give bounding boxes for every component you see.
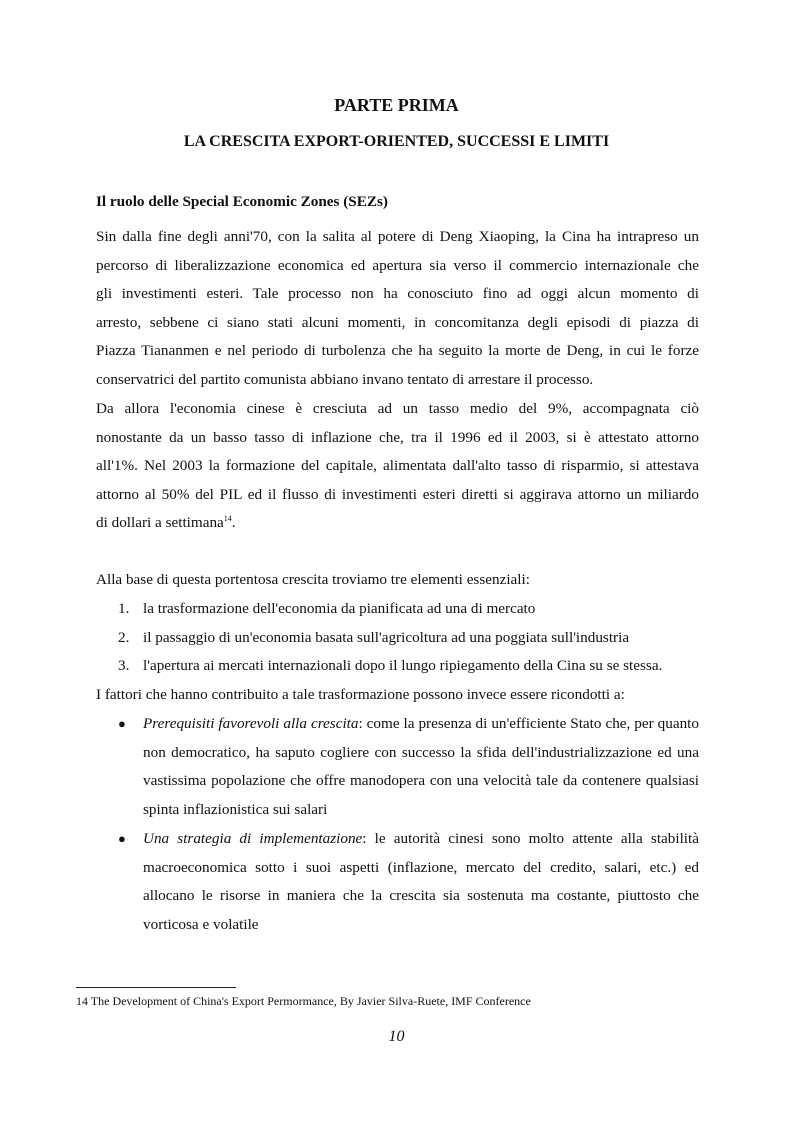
paragraph-line-text: di dollari a settimana [96, 514, 224, 531]
list-item [118, 652, 708, 681]
paragraph-intro [96, 223, 699, 394]
list-item-text: l'apertura ai mercati internazionali dopo il lungo ripiegamento della Cina su se stessa. [143, 657, 663, 674]
part-title: PARTE PRIMA [334, 95, 459, 115]
list-item-number: 2. [118, 628, 130, 646]
footnote-reference[interactable]: 14 [223, 513, 232, 523]
bullet-text [143, 825, 699, 939]
paragraph-line: Sin dalla fine degli anni'70, con la salita al potere di Deng Xiaoping, la Cina ha intrapreso un [96, 228, 699, 245]
paragraph-line: nonostante da un basso tasso di inflazione che, tra il 1996 ed il 2003, si è attestato attorno [96, 428, 699, 446]
bullet-icon: ● [118, 831, 126, 846]
bullet-description: : come la presenza di un'efficiente Stato che, per quanto non democratico, ha saputo cogliere con successo la sfida dell'industrializzazione ed una vastissima popolazione che offre manodopera con una velocità tale da contenere qualsiasi spinta inflazionistica sui salari [143, 715, 699, 818]
list-item-number: 1. [118, 600, 130, 617]
list-item [118, 595, 708, 624]
paragraph-line-end: . [231, 514, 236, 531]
bullet-list [118, 710, 699, 939]
paragraph-line: attorno al 50% del PIL ed il flusso di investimenti esteri diretti si aggirava attorno un miliardo [96, 485, 699, 503]
bullet-term: Una strategia di implementazione [143, 830, 363, 847]
paragraph-line: arresto, sebbene ci siano stati alcuni momenti, in concomitanza degli episodi di piazza di [96, 313, 699, 331]
footnote-divider [76, 987, 236, 988]
bullet-text [143, 710, 699, 824]
paragraph-line: percorso di liberalizzazione economica ed apertura sia verso il commercio internazionale che [96, 256, 699, 274]
list-item [118, 624, 708, 653]
bullet-term: Prerequisiti favorevoli alla crescita [143, 715, 359, 732]
paragraph-line: Da allora l'economia cinese è cresciuta ad un tasso medio del 9%, accompagnata ciò [96, 400, 699, 417]
paragraph-line [96, 509, 699, 538]
paragraph-growth [96, 395, 699, 538]
bullet-description: : le autorità cinesi sono molto attente alla stabilità macroeconomica sotto i suoi aspetti (inflazione, mercato del credito, salari, etc.) ed allocano le risorse in maniera che la crescita sia sostenuta ma costante, piuttosto che vorticosa e volatile [143, 830, 699, 933]
list-item-number: 3. [118, 657, 130, 674]
bullet-item [118, 710, 699, 824]
bullet-item [118, 825, 699, 939]
bullet-icon: ● [118, 716, 126, 731]
part-subtitle: LA CRESCITA EXPORT-ORIENTED, SUCCESSI E LIMITI [183, 133, 610, 150]
footnote: 14 The Development of China's Export Permormance, By Javier Silva-Ruete, IMF Conference [76, 994, 531, 1008]
paragraph-line: gli investimenti esteri. Tale processo non ha conosciuto fino ad oggi alcun momento di [96, 285, 699, 302]
paragraph-line: Piazza Tiananmen e nel periodo di turbolenza che ha seguito la morte de Deng, in cui le forze [96, 342, 699, 359]
paragraph-line: all'1%. Nel 2003 la formazione del capitale, alimentata dall'alto tasso di risparmio, si attestava [96, 457, 699, 474]
list-item-text: il passaggio di un'economia basata sull'agricoltura ad una poggiata sull'industria [143, 628, 630, 646]
paragraph-elements-intro: Alla base di questa portentosa crescita troviamo tre elementi essenziali: [96, 571, 530, 588]
ordered-list [118, 595, 708, 681]
paragraph-line: conservatrici del partito comunista abbiano invano tentato di arrestare il processo. [96, 370, 594, 388]
paragraph-factors-intro: I fattori che hanno contribuito a tale trasformazione possono invece essere ricondotti a: [96, 686, 625, 703]
section-title: Il ruolo delle Special Economic Zones (SEZs) [96, 193, 388, 210]
list-item-text: la trasformazione dell'economia da pianificata ad una di mercato [143, 600, 536, 617]
page-number: 10 [388, 1028, 405, 1045]
